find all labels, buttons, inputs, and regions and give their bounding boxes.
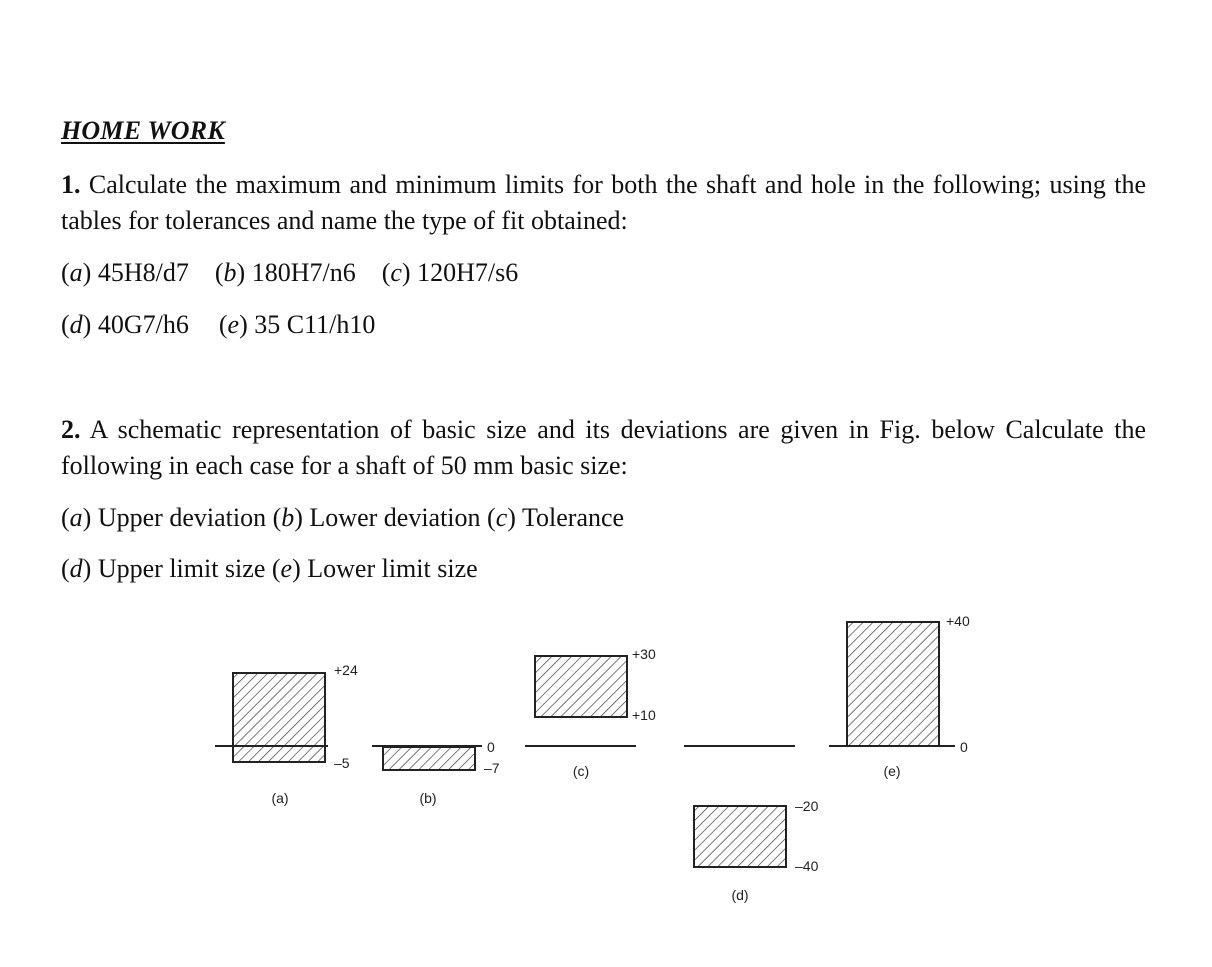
item-letter: e [227,310,240,339]
upper-deviation-label: +40 [946,613,970,629]
question-2-items-row-2: (d) Upper limit size (e) Lower limit size [61,554,478,583]
fit-item: 180H7/n6 [251,258,356,287]
fit-item: 45H8/d7 [97,258,189,287]
diagram-label: (c) [572,763,590,779]
lower-deviation-label: –5 [334,755,350,771]
diagram-label: (e) [883,763,901,779]
tolerance-zone [847,622,939,746]
tolerance-zone [383,747,475,770]
limit-item: Upper limit size [97,554,266,583]
diagram-label: (b) [419,790,437,806]
fit-item: 120H7/s6 [417,258,519,287]
item-letter: d [69,310,83,339]
diagram-d [684,746,819,903]
diagram-label: (d) [731,887,749,903]
diagram-e [829,613,970,779]
lower-deviation-label: +10 [632,707,656,723]
fit-item: 35 C11/h10 [254,310,376,339]
question-1-number: 1. [61,170,81,199]
question-2-items-row-1: (a) Upper deviation (b) Lower deviation (c) Tolerance [61,503,625,532]
lower-deviation-label: –40 [795,858,819,874]
diagram-label: (a) [271,790,289,806]
diagram-c [525,646,656,779]
item-letter: b [281,503,295,532]
question-2-number: 2. [61,415,81,444]
item-letter: a [69,258,83,287]
deviation-item: Upper deviation [97,503,267,532]
item-letter: d [69,554,83,583]
lower-deviation-label: –7 [484,760,500,776]
question-1-items-row-2: (d) 40G7/h6 (e) 35 C11/h10 [61,310,376,339]
upper-deviation-label: –20 [795,798,819,814]
item-letter: c [390,258,402,287]
item-letter: a [69,503,83,532]
diagram-a [215,662,358,806]
deviation-item: Tolerance [521,503,625,532]
fit-item: 40G7/h6 [97,310,189,339]
lower-deviation-label: 0 [960,739,968,755]
upper-deviation-label: 0 [487,739,495,755]
question-1-items-row-1: (a) 45H8/d7 (b) 180H7/n6 (c) 120H7/s6 [61,258,519,287]
deviation-item: Lower deviation [309,503,481,532]
question-1-body: Calculate the maximum and minimum limits for both the shaft and hole in the following; using the tables for tolerances and name the type of fit obtained: [61,170,1147,235]
page-title: HOME WORK [61,116,225,145]
question-2-body: A schematic representation of basic size and its deviations are given in Fig. below Calculate the following in each case for a shaft of 50 mm basic size: [61,415,1146,480]
diagram-b [372,739,500,806]
item-letter: e [280,554,293,583]
limit-item: Lower limit size [307,554,478,583]
upper-deviation-label: +24 [334,662,358,678]
tolerance-zone [694,806,786,867]
tolerance-zone [233,673,325,762]
upper-deviation-label: +30 [632,646,656,662]
item-letter: c [495,503,508,532]
tolerance-zone [535,656,627,717]
item-letter: b [223,258,237,287]
